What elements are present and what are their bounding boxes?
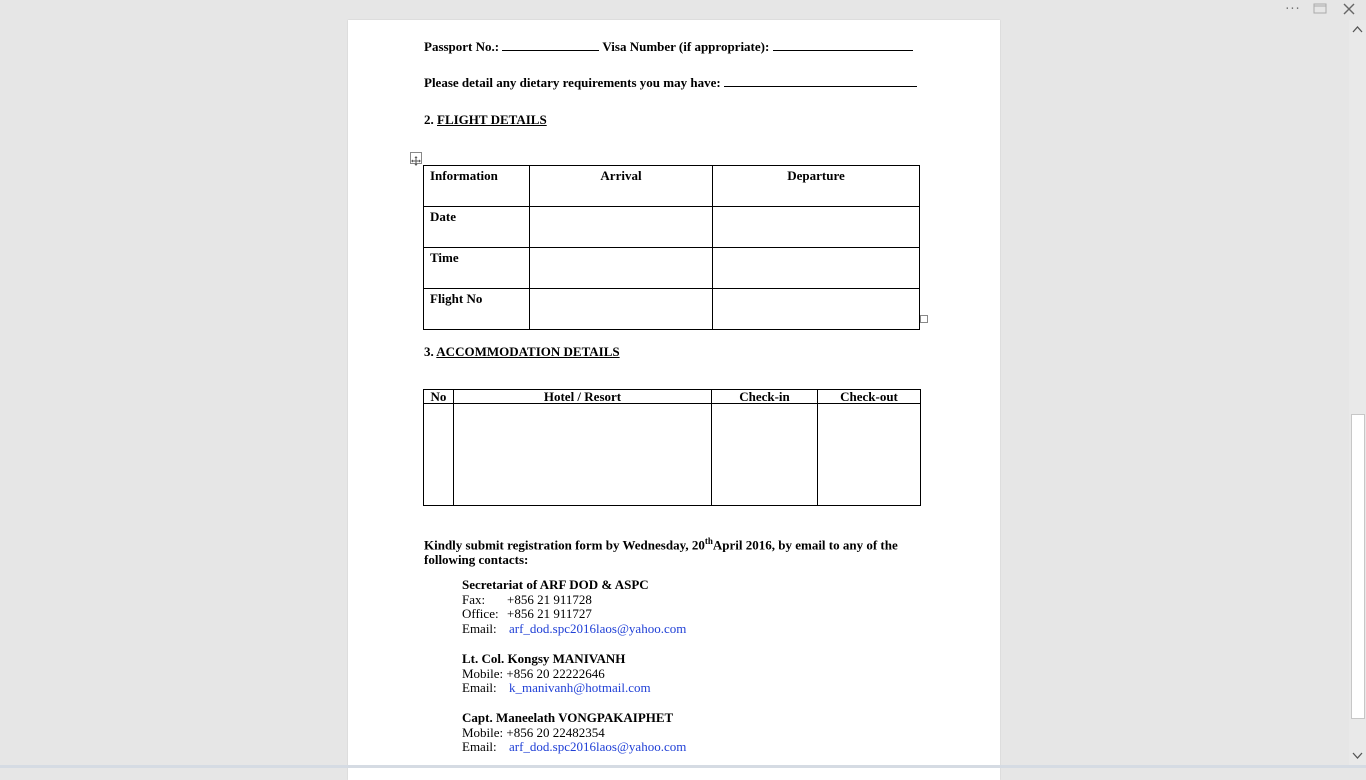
close-icon: [1342, 2, 1356, 16]
table-row: [424, 248, 920, 289]
visa-blank[interactable]: [773, 39, 913, 51]
table-resize-handle[interactable]: [920, 315, 928, 323]
mobile-label: Mobile:: [462, 665, 504, 681]
arrival-flight-no-cell[interactable]: [530, 289, 713, 330]
arrow-up-icon: [1350, 22, 1365, 37]
accommodation-section-title: ACCOMMODATION DETAILS: [436, 344, 620, 359]
dietary-blank[interactable]: [724, 75, 917, 87]
table-header-row: [424, 390, 921, 404]
accommodation-section-number: 3.: [424, 344, 434, 359]
passport-blank[interactable]: [502, 39, 599, 51]
header-hotel: Hotel / Resort: [454, 390, 712, 404]
contact-name: Secretariat of ARF DOD & ASPC: [462, 577, 649, 592]
flight-details-table: [423, 165, 920, 330]
more-options-button[interactable]: ···: [1285, 2, 1301, 17]
departure-flight-no-cell[interactable]: [713, 289, 920, 330]
submit-text-cont: April 2016, by email to any of the: [712, 537, 898, 553]
contact-secretariat: [462, 578, 686, 637]
mobile-label: Mobile:: [462, 724, 504, 740]
scroll-down-button[interactable]: [1350, 748, 1365, 763]
accommodation-table: [423, 389, 921, 506]
check-in-cell[interactable]: [712, 404, 818, 506]
check-out-cell[interactable]: [818, 404, 921, 506]
email-label: Email:: [462, 621, 497, 637]
departure-date-cell[interactable]: [713, 207, 920, 248]
flight-section-number: 2.: [424, 112, 434, 127]
email-link[interactable]: arf_dod.spc2016laos@yahoo.com: [509, 621, 687, 637]
mobile-number: +856 20 22222646: [506, 665, 605, 681]
scrollbar-thumb[interactable]: [1351, 414, 1365, 719]
vertical-scrollbar[interactable]: [1349, 20, 1366, 766]
submit-sup: th: [704, 536, 713, 546]
passport-label: Passport No.:: [424, 39, 500, 54]
document-page: [348, 20, 1000, 780]
email-link[interactable]: k_manivanh@hotmail.com: [509, 680, 651, 696]
restore-window-button[interactable]: [1313, 2, 1329, 18]
table-header-row: [424, 166, 920, 207]
accommodation-heading: [424, 344, 620, 359]
row-label-flight-no: Flight No: [424, 289, 530, 330]
contact-kongsy: [462, 652, 651, 696]
submit-text-line2: following contacts:: [424, 552, 529, 568]
arrow-down-icon: [1350, 748, 1365, 763]
fax-label: Fax:: [462, 591, 486, 607]
flight-heading: [424, 112, 547, 127]
table-row: [424, 207, 920, 248]
move-icon: [411, 156, 421, 166]
fax-number: +856 21 911728: [507, 591, 592, 607]
header-information: Information: [424, 166, 530, 207]
email-label: Email:: [462, 739, 497, 755]
restore-icon: [1313, 2, 1327, 14]
header-check-out: Check-out: [818, 390, 921, 404]
header-no: No: [424, 390, 454, 404]
office-number: +856 21 911727: [507, 606, 592, 622]
no-cell[interactable]: [424, 404, 454, 506]
table-row: [424, 289, 920, 330]
email-link[interactable]: arf_dod.spc2016laos@yahoo.com: [509, 739, 687, 755]
visa-label: Visa Number (if appropriate):: [602, 39, 770, 54]
scroll-up-button[interactable]: [1350, 22, 1365, 37]
office-label: Office:: [462, 606, 499, 622]
email-label: Email:: [462, 680, 497, 696]
arrival-date-cell[interactable]: [530, 207, 713, 248]
contact-name: Lt. Col. Kongsy MANIVANH: [462, 651, 626, 666]
close-window-button[interactable]: [1342, 2, 1358, 18]
header-arrival: Arrival: [530, 166, 713, 207]
dietary-line: [424, 75, 917, 90]
submit-instructions: [424, 534, 898, 567]
flight-section-title: FLIGHT DETAILS: [437, 112, 547, 127]
contact-name: Capt. Maneelath VONGPAKAIPHET: [462, 710, 674, 725]
submit-text: Kindly submit registration form by Wednesday, 20: [424, 537, 705, 553]
contact-maneelath: [462, 711, 686, 755]
row-label-date: Date: [424, 207, 530, 248]
header-departure: Departure: [713, 166, 920, 207]
mobile-number: +856 20 22482354: [506, 724, 605, 740]
table-move-handle[interactable]: [410, 152, 422, 164]
dietary-label: Please detail any dietary requirements you may have:: [424, 75, 721, 90]
passport-line: [424, 39, 913, 54]
table-row: [424, 404, 921, 506]
departure-time-cell[interactable]: [713, 248, 920, 289]
arrival-time-cell[interactable]: [530, 248, 713, 289]
row-label-time: Time: [424, 248, 530, 289]
header-check-in: Check-in: [712, 390, 818, 404]
hotel-cell[interactable]: [454, 404, 712, 506]
